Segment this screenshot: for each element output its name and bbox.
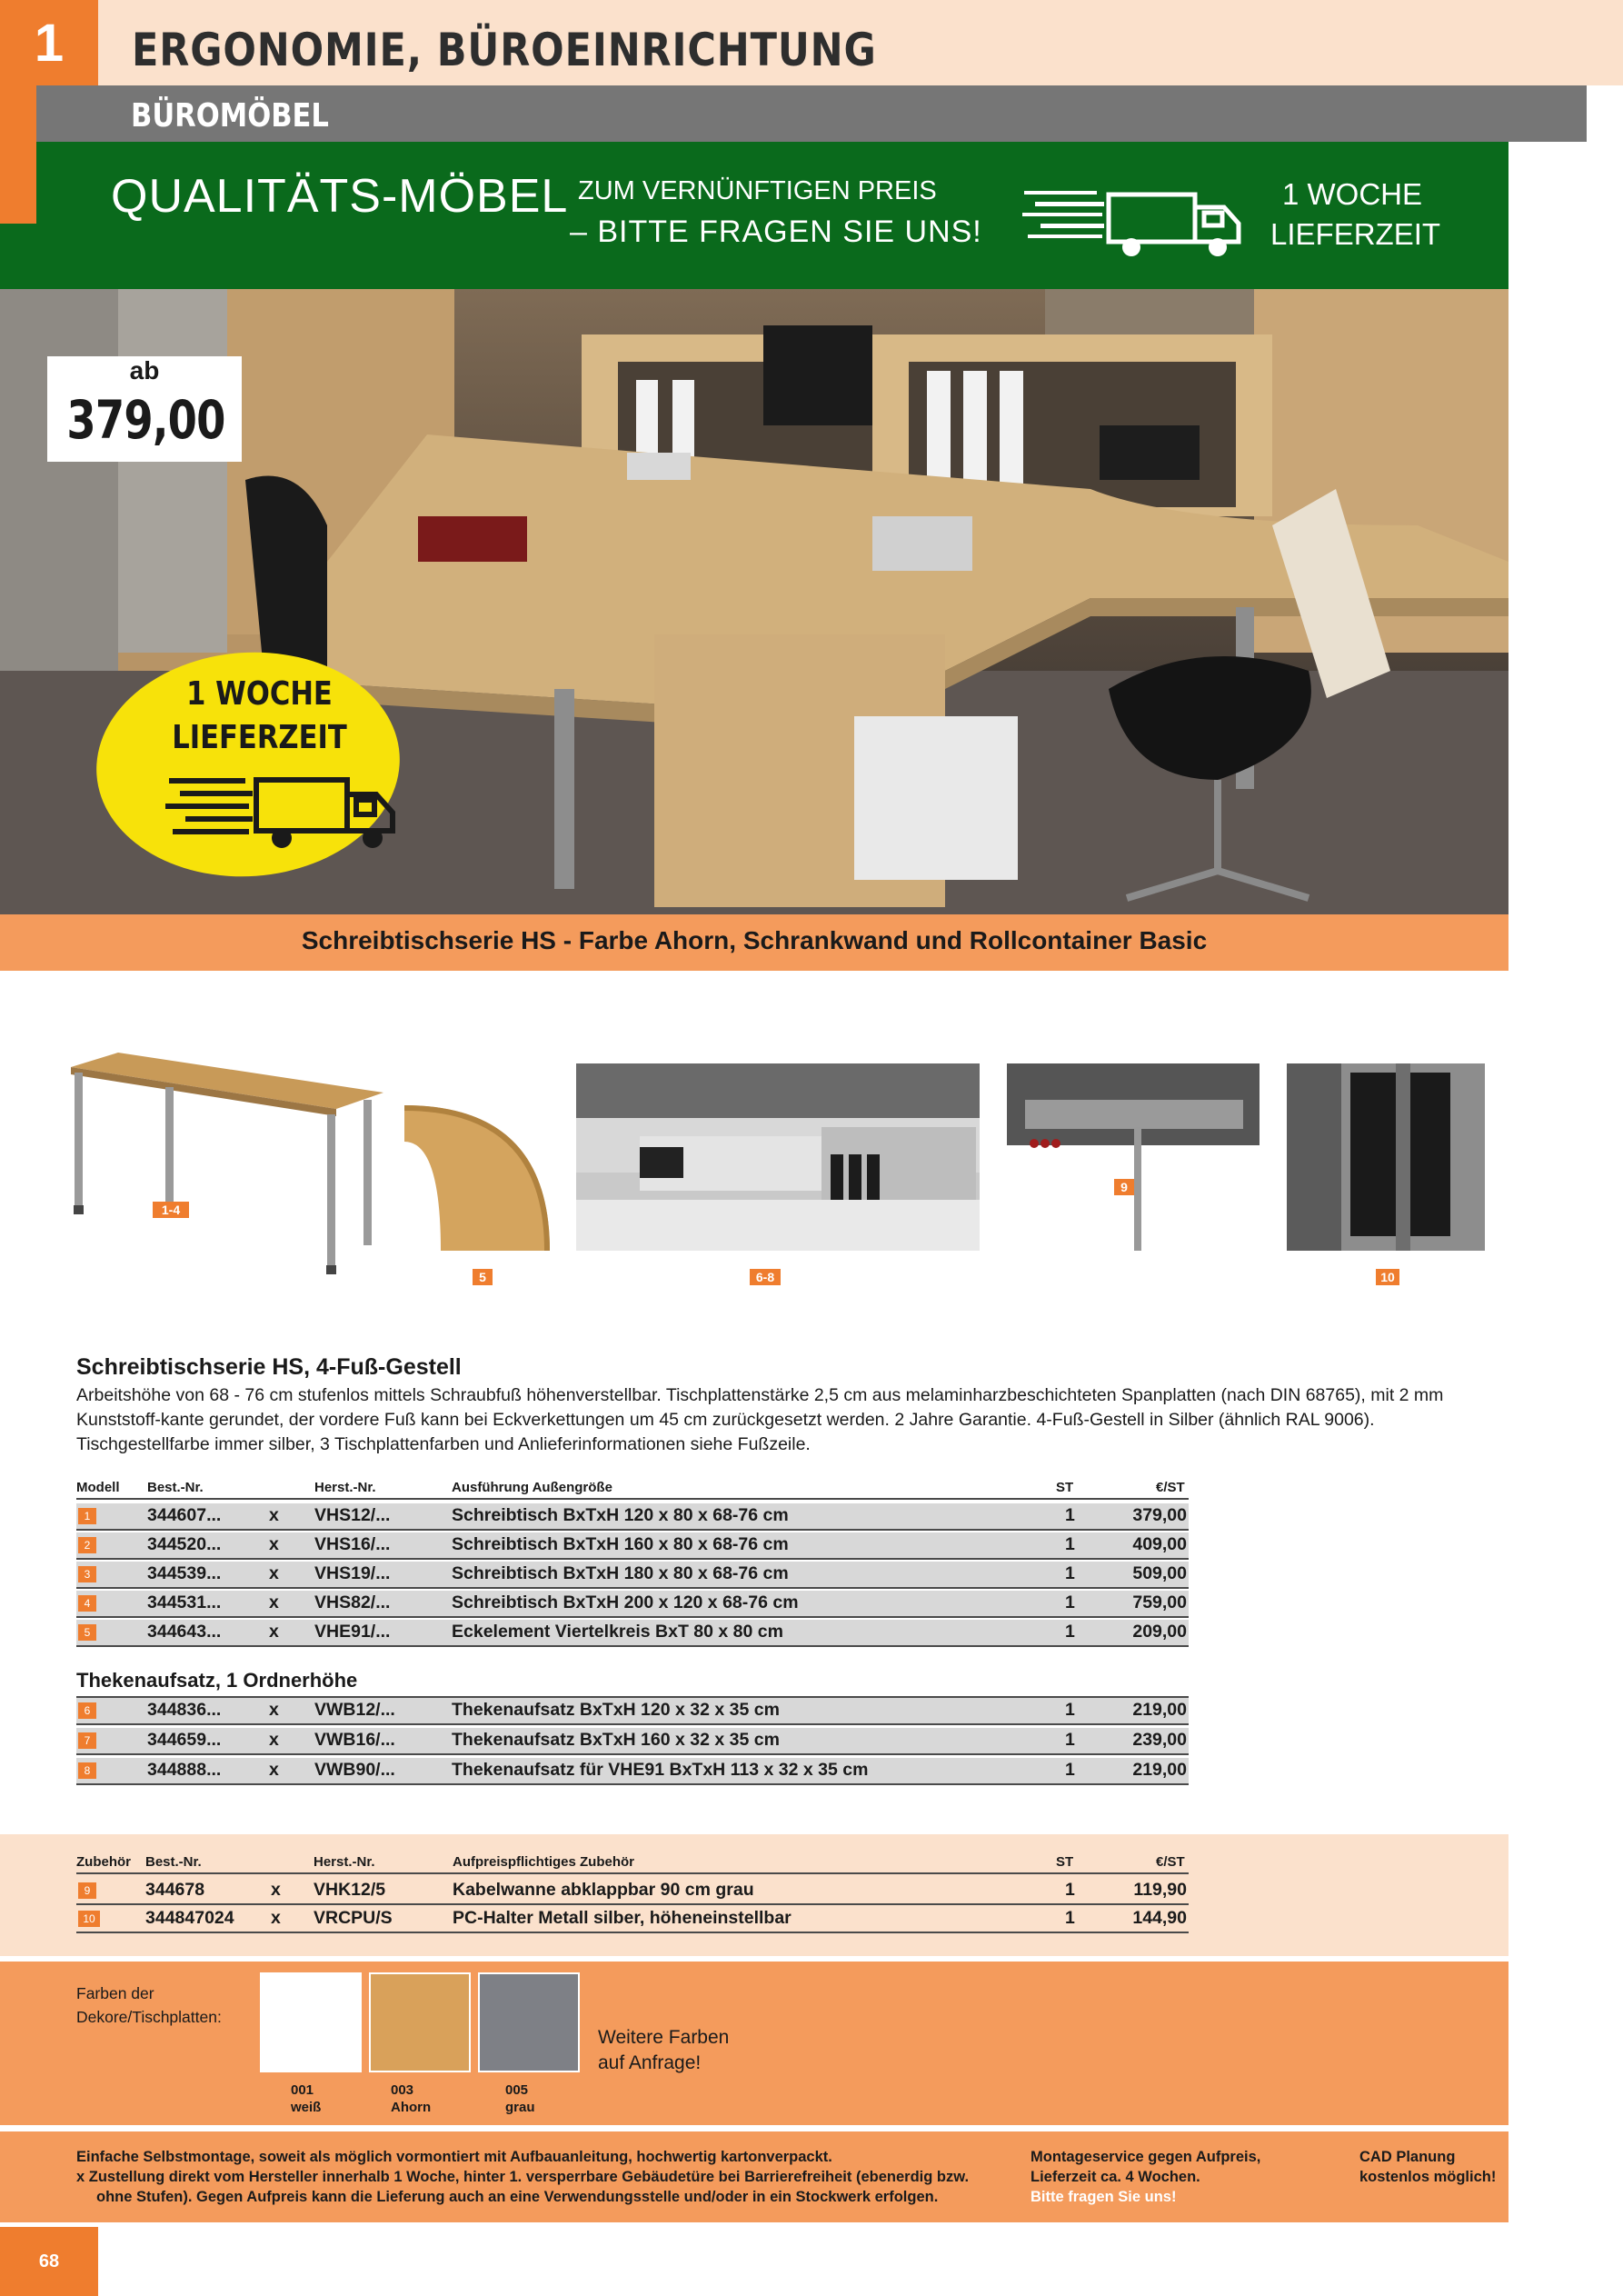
banner-quality-text: QUALITÄTS-MÖBEL: [111, 170, 569, 223]
model-badge: 8: [78, 1762, 96, 1779]
page-number-tab: [0, 2227, 98, 2296]
x-marker: x: [269, 1622, 279, 1642]
order-number: 344643...: [147, 1622, 222, 1642]
table-divider: [76, 1498, 1189, 1500]
order-number: 344539...: [147, 1563, 222, 1583]
model-badge: 6: [78, 1702, 96, 1719]
swatch-label: [505, 2081, 535, 2116]
delivery-badge-line2: LIEFERZEIT: [172, 719, 347, 756]
model-badge: 5: [78, 1624, 96, 1641]
manufacturer-number: VWB12/...: [314, 1700, 395, 1720]
product-badge: 9: [1114, 1179, 1134, 1195]
model-badge: 2: [78, 1537, 96, 1553]
col-header-st: ST: [1056, 1480, 1074, 1495]
manufacturer-number: VHK12/5: [314, 1880, 386, 1900]
col-header-order-no: Best.-Nr.: [145, 1854, 202, 1870]
banner-price-line2: – BITTE FRAGEN SIE UNS!: [570, 215, 982, 249]
item-quantity: 1: [1065, 1534, 1075, 1554]
more-colors-line1: Weitere Farben: [598, 2027, 730, 2048]
banner-delivery-line1: 1 WOCHE: [1281, 177, 1422, 211]
product-image-corner-element: [404, 1105, 550, 1251]
model-badge: 7: [78, 1732, 96, 1749]
order-number: 344520...: [147, 1534, 222, 1554]
swatch-name: Ahorn: [391, 2100, 432, 2115]
item-quantity: 1: [1065, 1908, 1075, 1928]
item-quantity: 1: [1065, 1760, 1075, 1780]
page-number: 68: [38, 2251, 60, 2271]
series-title: Schreibtischserie HS, 4-Fuß-Gestell: [76, 1354, 462, 1380]
col-header-mfr-no: Herst.-Nr.: [314, 1480, 376, 1495]
order-number: 344678: [145, 1880, 205, 1900]
swatch-maple: [369, 1972, 471, 2072]
colors-band: [0, 1962, 1508, 2125]
footer-note-line1: Einfache Selbstmontage, soweit als möglich vormontiert mit Aufbauanleitung, hochwertig kartonverpackt.: [76, 2149, 832, 2165]
swatch-label: [291, 2081, 321, 2116]
product-image-pc-holder: [1287, 1063, 1485, 1251]
item-quantity: 1: [1065, 1622, 1075, 1642]
item-price: 409,00: [1132, 1534, 1187, 1554]
banner-delivery-line2: LIEFERZEIT: [1270, 217, 1441, 251]
col-header-mfr-no: Herst.-Nr.: [314, 1854, 375, 1870]
x-marker: x: [271, 1908, 281, 1928]
model-badge: 10: [78, 1911, 100, 1927]
manufacturer-number: VWB90/...: [314, 1760, 395, 1780]
swatch-code: 001: [291, 2082, 314, 2098]
order-number: 344836...: [147, 1700, 222, 1720]
item-quantity: 1: [1065, 1563, 1075, 1583]
item-price: 119,90: [1133, 1880, 1187, 1900]
cad-planning-line1: CAD Planung: [1359, 2149, 1456, 2165]
hero-price: 379,00: [66, 389, 225, 451]
manufacturer-number: VRCPU/S: [314, 1908, 393, 1928]
product-badge: 10: [1376, 1269, 1399, 1285]
item-price: 239,00: [1132, 1730, 1187, 1750]
product-badge: 5: [473, 1269, 493, 1285]
item-quantity: 1: [1065, 1592, 1075, 1612]
product-badge: 6-8: [750, 1269, 781, 1285]
swatch-name: weiß: [291, 2100, 322, 2115]
montage-service-line1: Montageservice gegen Aufpreis,: [1031, 2149, 1261, 2165]
swatch-grey: [478, 1972, 580, 2072]
footer-note-line3: ohne Stufen). Gegen Aufpreis kann die Lieferung auch an eine Verwendungsstelle und/oder in ein Stockwerk erfolgen.: [96, 2189, 939, 2205]
x-marker: x: [269, 1700, 279, 1720]
item-price: 219,00: [1132, 1760, 1187, 1780]
manufacturer-number: VHS82/...: [314, 1592, 391, 1612]
price-prefix: ab: [129, 356, 160, 384]
order-number: 344888...: [147, 1760, 222, 1780]
item-description: Thekenaufsatz für VHE91 BxTxH 113 x 32 x 35 cm: [452, 1760, 869, 1780]
x-marker: x: [269, 1534, 279, 1554]
x-marker: x: [269, 1760, 279, 1780]
item-quantity: 1: [1065, 1880, 1075, 1900]
banner-delivery-text: [1270, 175, 1441, 255]
footer-note-line2: x Zustellung direkt vom Hersteller innerhalb 1 Woche, hinter 1. versperrbare Gebäudetüre bei Barrierefreiheit (ebenerdig bzw.: [76, 2169, 970, 2185]
item-description: Kabelwanne abklappbar 90 cm grau: [453, 1880, 754, 1900]
banner-price-line1: ZUM VERNÜNFTIGEN PREIS: [578, 176, 937, 205]
item-price: 209,00: [1132, 1622, 1187, 1642]
manufacturer-number: VWB16/...: [314, 1730, 395, 1750]
counter-section-title: Thekenaufsatz, 1 Ordnerhöhe: [76, 1669, 358, 1692]
item-price: 144,90: [1132, 1908, 1187, 1928]
swatch-label: [391, 2081, 431, 2116]
swatch-white: [260, 1972, 362, 2072]
truck-icon: [165, 764, 403, 854]
item-price: 509,00: [1132, 1563, 1187, 1583]
manufacturer-number: VHE91/...: [314, 1622, 391, 1642]
item-quantity: 1: [1065, 1700, 1075, 1720]
manufacturer-number: VHS19/...: [314, 1563, 391, 1583]
x-marker: x: [271, 1880, 281, 1900]
colors-label-line1: Farben der: [76, 1984, 154, 2002]
page-title: ERGONOMIE, BÜROEINRICHTUNG: [132, 24, 877, 76]
swatch-code: 005: [505, 2082, 529, 2098]
col-header-accessory-description: Aufpreispflichtiges Zubehör: [453, 1854, 635, 1870]
table-divider: [76, 1872, 1189, 1874]
product-image-cable-tray: [1007, 1063, 1260, 1251]
more-colors-note: [598, 2025, 729, 2076]
swatch-code: 003: [391, 2082, 414, 2098]
order-number: 344847024: [145, 1908, 234, 1928]
model-badge: 4: [78, 1595, 96, 1612]
col-header-description: Ausführung Außengröße: [452, 1480, 612, 1495]
delivery-badge-line1: 1 WOCHE: [186, 675, 333, 713]
order-number: 344659...: [147, 1730, 222, 1750]
x-marker: x: [269, 1730, 279, 1750]
item-description: Schreibtisch BxTxH 160 x 80 x 68-76 cm: [452, 1534, 789, 1554]
col-header-st: ST: [1056, 1854, 1074, 1870]
item-description: Schreibtisch BxTxH 200 x 120 x 68-76 cm: [452, 1592, 799, 1612]
series-description: Arbeitshöhe von 68 - 76 cm stufenlos mittels Schraubfuß höhenverstellbar. Tischplattenstärke 2,5 cm aus melaminharzbeschichteten Spanplatten (nach DIN 68765), mit 2 mm Kunststoff-kante gerundet, der vordere Fuß kann bei Eckverkettungen um 45 cm zurückgesetzt werden. 2 Jahre Garantie. 4-Fuß-Gestell in Silber (ähnlich RAL 9006). Tischgestellfarbe immer silber, 3 Tischplattenfarben und Anlieferinformationen siehe Fußzeile.: [76, 1385, 1444, 1454]
more-colors-line2: auf Anfrage!: [598, 2052, 702, 2073]
order-number: 344607...: [147, 1505, 222, 1525]
colors-label: [76, 1982, 222, 2029]
x-marker: x: [269, 1563, 279, 1583]
col-header-price: €/ST: [1156, 1854, 1185, 1870]
item-description: PC-Halter Metall silber, höheneinstellbar: [453, 1908, 792, 1928]
truck-icon: [1022, 178, 1254, 260]
page-subtitle: BÜROMÖBEL: [131, 97, 329, 135]
swatch-name: grau: [505, 2100, 535, 2115]
delivery-badge-text: [144, 673, 375, 760]
item-description: Eckelement Viertelkreis BxT 80 x 80 cm: [452, 1622, 783, 1642]
montage-service-line2: Lieferzeit ca. 4 Wochen.: [1031, 2169, 1200, 2185]
manufacturer-number: VHS12/...: [314, 1505, 391, 1525]
item-price: 219,00: [1132, 1700, 1187, 1720]
order-number: 344531...: [147, 1592, 222, 1612]
item-quantity: 1: [1065, 1730, 1075, 1750]
colors-label-line2: Dekore/Tischplatten:: [76, 2008, 222, 2026]
col-header-model: Modell: [76, 1480, 120, 1495]
item-description: Schreibtisch BxTxH 180 x 80 x 68-76 cm: [452, 1563, 789, 1583]
manufacturer-number: VHS16/...: [314, 1534, 391, 1554]
model-badge: 9: [78, 1882, 96, 1899]
product-badge: 1-4: [153, 1202, 189, 1218]
item-description: Schreibtisch BxTxH 120 x 80 x 68-76 cm: [452, 1505, 789, 1525]
x-marker: x: [269, 1505, 279, 1525]
cad-planning-line2: kostenlos möglich!: [1359, 2169, 1497, 2185]
model-badge: 3: [78, 1566, 96, 1582]
product-image-counter-top: [576, 1063, 980, 1251]
item-description: Thekenaufsatz BxTxH 160 x 32 x 35 cm: [452, 1730, 780, 1750]
col-header-order-no: Best.-Nr.: [147, 1480, 204, 1495]
item-price: 759,00: [1132, 1592, 1187, 1612]
item-quantity: 1: [1065, 1505, 1075, 1525]
item-price: 379,00: [1132, 1505, 1187, 1525]
col-header-accessory: Zubehör: [76, 1854, 131, 1870]
hero-caption: Schreibtischserie HS - Farbe Ahorn, Schrankwand und Rollcontainer Basic: [301, 926, 1208, 954]
item-description: Thekenaufsatz BxTxH 120 x 32 x 35 cm: [452, 1700, 780, 1720]
col-header-price: €/ST: [1156, 1480, 1185, 1495]
chapter-number: 1: [34, 13, 65, 73]
product-image-desk: [64, 1045, 391, 1282]
banner-orange-edge: [0, 142, 36, 224]
x-marker: x: [269, 1592, 279, 1612]
chapter-tab: [0, 0, 98, 85]
montage-service-line3: Bitte fragen Sie uns!: [1031, 2189, 1177, 2205]
model-badge: 1: [78, 1508, 96, 1524]
